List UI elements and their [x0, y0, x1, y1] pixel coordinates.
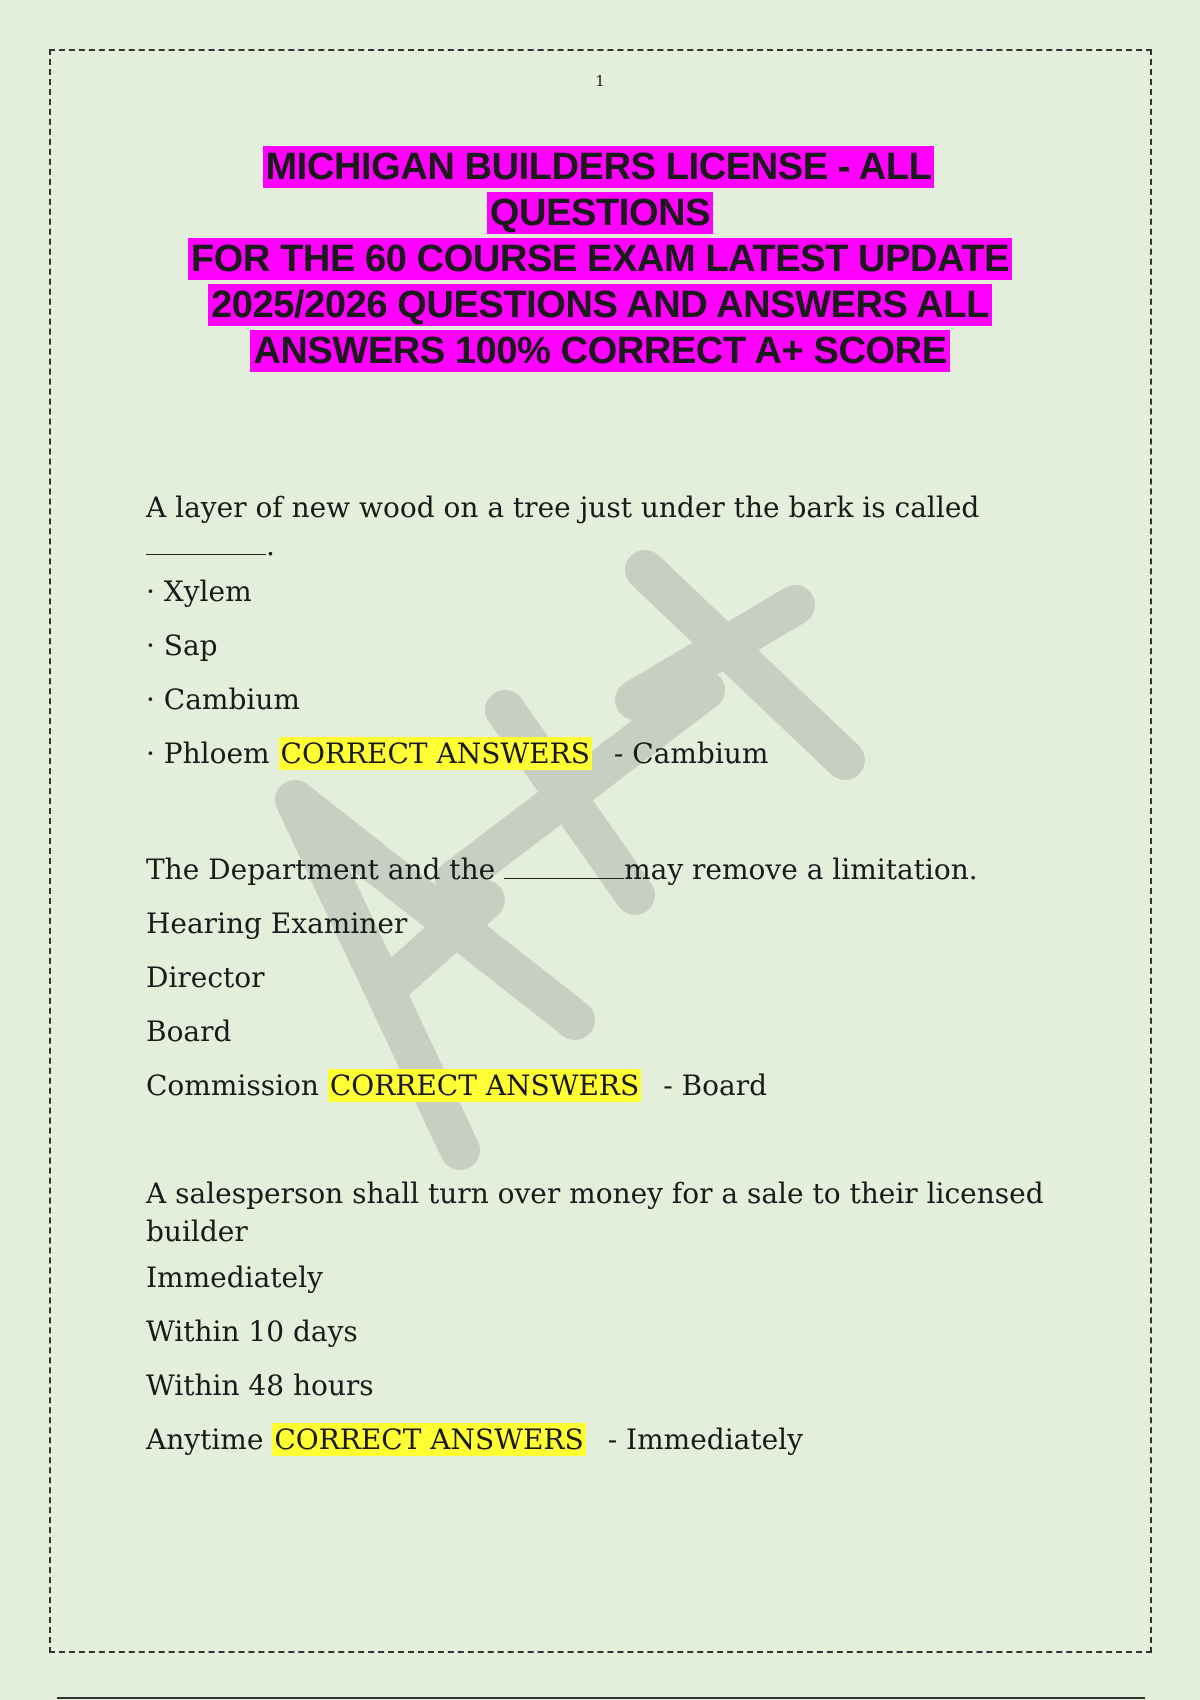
bottom-divider — [57, 1697, 1145, 1699]
question-1-option-4-row — [146, 727, 1046, 781]
question-2-option-4: Commission — [146, 1069, 319, 1102]
question-3-option-4: Anytime — [146, 1423, 264, 1456]
question-3-option-3: Within 48 hours — [146, 1369, 374, 1402]
question-2-option-1: Hearing Examiner — [146, 907, 408, 940]
question-3-text-line-1: A salesperson shall turn over money for a sale to their licensed — [146, 1177, 1044, 1210]
question-2-option-3: Board — [146, 1015, 232, 1048]
title-line-2: FOR THE 60 COURSE EXAM LATEST UPDATE — [188, 238, 1012, 280]
question-3-option-2: Within 10 days — [146, 1315, 358, 1348]
answer-blank — [146, 534, 266, 555]
question-1-option-4: · Phloem — [146, 737, 270, 770]
question-3 — [146, 1175, 1046, 1467]
question-3-text-line-2: builder — [146, 1215, 248, 1248]
question-3-option-4-row — [146, 1413, 1046, 1467]
question-1-answer: - Cambium — [613, 737, 769, 770]
question-1-option-2: · Sap — [146, 629, 218, 662]
correct-answers-label: CORRECT ANSWERS — [274, 1423, 584, 1456]
page-number: 1 — [595, 72, 605, 90]
document-title — [150, 144, 1050, 374]
question-2-option-4-row — [146, 1059, 1046, 1113]
question-1-text: A layer of new wood on a tree just under the bark is called — [146, 491, 980, 524]
question-1-option-1: · Xylem — [146, 575, 252, 608]
title-line-1: MICHIGAN BUILDERS LICENSE - ALL QUESTIONS — [263, 146, 935, 234]
question-2-text — [146, 843, 1046, 897]
question-3-answer: - Immediately — [607, 1423, 803, 1456]
question-3-option-1: Immediately — [146, 1261, 323, 1294]
question-1-blank-end: . — [266, 529, 275, 562]
correct-answers-label: CORRECT ANSWERS — [280, 737, 590, 770]
question-2-text-end: may remove a limitation. — [624, 853, 978, 886]
answer-blank — [504, 858, 624, 879]
question-1-blank-line — [146, 527, 1046, 565]
question-1 — [146, 489, 1046, 781]
question-2 — [146, 843, 1046, 1113]
question-2-text-start: The Department and the — [146, 853, 505, 886]
question-1-option-3: · Cambium — [146, 683, 300, 716]
correct-answers-label: CORRECT ANSWERS — [329, 1069, 640, 1102]
question-2-answer: - Board — [663, 1069, 767, 1102]
title-line-4: ANSWERS 100% CORRECT A+ SCORE — [250, 330, 949, 372]
question-2-option-2: Director — [146, 961, 265, 994]
title-line-3: 2025/2026 QUESTIONS AND ANSWERS ALL — [208, 284, 992, 326]
